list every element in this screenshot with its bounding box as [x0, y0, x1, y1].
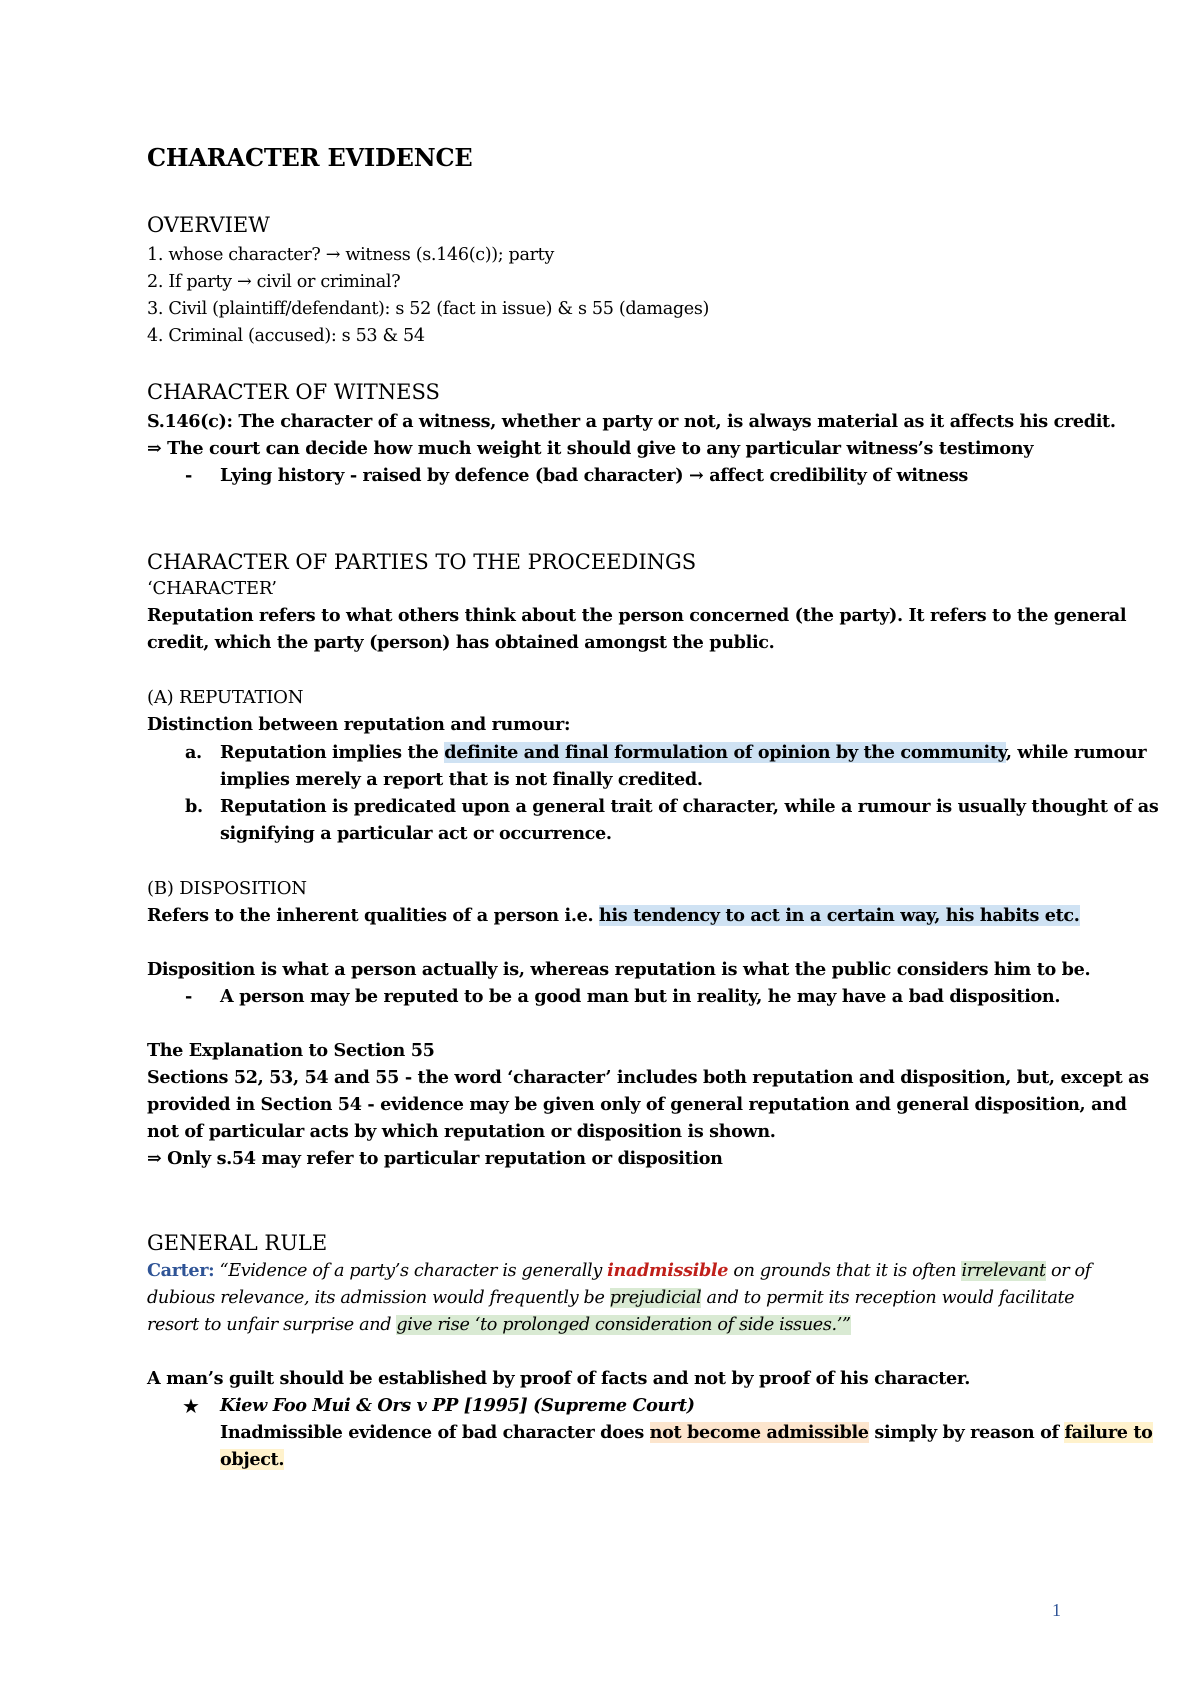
parties-definition: credit, which the party (person) has obtained amongst the public. [147, 632, 775, 653]
general-principle: A man’s guilt should be established by proof of facts and not by proof of his character. [147, 1368, 970, 1389]
disposition-definition: Refers to the inherent qualities of a person i.e. his tendency to act in a certain way, his habits etc. [147, 905, 1080, 926]
page-number: 1 [1052, 1600, 1061, 1620]
carter-quote-line: resort to unfair surprise and give rise ‘to prolonged consideration of side issues.’” [147, 1315, 851, 1335]
explanation-line: provided in Section 54 - evidence may be given only of general reputation and general disposition, and [147, 1094, 1127, 1115]
explanation-heading: The Explanation to Section 55 [147, 1040, 435, 1061]
parties-subheading: ‘CHARACTER’ [147, 578, 277, 599]
document-title: CHARACTER EVIDENCE [147, 143, 473, 172]
carter-quote-line: dubious relevance, its admission would frequently be prejudicial and to permit its reception would facilitate [147, 1288, 1075, 1308]
dash-bullet-icon: - [185, 986, 192, 1007]
carter-label: Carter: [147, 1260, 215, 1281]
disposition-paragraph: Disposition is what a person actually is, whereas reputation is what the public considers him to be. [147, 959, 1091, 980]
witness-rule: S.146(c): The character of a witness, whether a party or not, is always material as it affects his credit. [147, 411, 1116, 432]
explanation-line: ⇒ Only s.54 may refer to particular reputation or disposition [147, 1148, 723, 1169]
parties-definition: Reputation refers to what others think about the person concerned (the party). It refers to the general [147, 605, 1127, 626]
overview-item: 4. Criminal (accused): s 53 & 54 [147, 326, 425, 346]
overview-heading: OVERVIEW [147, 213, 270, 237]
highlight: prejudicial [609, 1288, 702, 1308]
highlight: give rise ‘to prolonged consideration of side issues.’” [396, 1315, 851, 1335]
dash-bullet-icon: - [185, 465, 192, 486]
highlight: failure to [1064, 1422, 1153, 1443]
case-citation: Kiew Foo Mui & Ors v PP [1995] (Supreme Court) [220, 1395, 695, 1416]
explanation-line: Sections 52, 53, 54 and 55 - the word ‘character’ includes both reputation and disposition, but, except as [147, 1067, 1149, 1088]
witness-note: ⇒ The court can decide how much weight it should give to any particular witness’s testimony [147, 438, 1034, 459]
case-holding-cont [220, 1447, 284, 1473]
explanation-line: not of particular acts by which reputation or disposition is shown. [147, 1121, 776, 1142]
star-icon: ★ [182, 1394, 200, 1418]
parties-heading: CHARACTER OF PARTIES TO THE PROCEEDINGS [147, 550, 697, 574]
witness-heading: CHARACTER OF WITNESS [147, 380, 440, 404]
carter-quote-line: Carter: “Evidence of a party’s character is generally inadmissible on grounds that it is often irrelevant or of [147, 1260, 1091, 1281]
case-holding: Inadmissible evidence of bad character does not become admissible simply by reason of failure to [220, 1422, 1153, 1443]
reputation-heading: (A) REPUTATION [147, 687, 304, 708]
overview-item: 3. Civil (plaintiff/defendant): s 52 (fact in issue) & s 55 (damages) [147, 299, 710, 319]
highlight: definite and final formulation of opinion by the community [444, 742, 1006, 763]
reputation-item-b-cont: signifying a particular act or occurrence. [220, 823, 612, 844]
highlight: his tendency to act in a certain way, his habits etc. [599, 905, 1080, 926]
overview-item: 2. If party → civil or criminal? [147, 272, 401, 292]
highlight: object. [220, 1449, 285, 1470]
general-rule-heading: GENERAL RULE [147, 1231, 328, 1255]
inadmissible-emphasis: inadmissible [607, 1260, 729, 1281]
reputation-item-a-cont: implies merely a report that is not finally credited. [220, 769, 703, 790]
overview-item: 1. whose character? → witness (s.146(c)); party [147, 245, 554, 265]
reputation-intro: Distinction between reputation and rumour: [147, 714, 571, 735]
highlight: irrelevant [961, 1261, 1046, 1281]
disposition-heading: (B) DISPOSITION [147, 878, 307, 899]
highlight: not become admissible [649, 1422, 869, 1443]
